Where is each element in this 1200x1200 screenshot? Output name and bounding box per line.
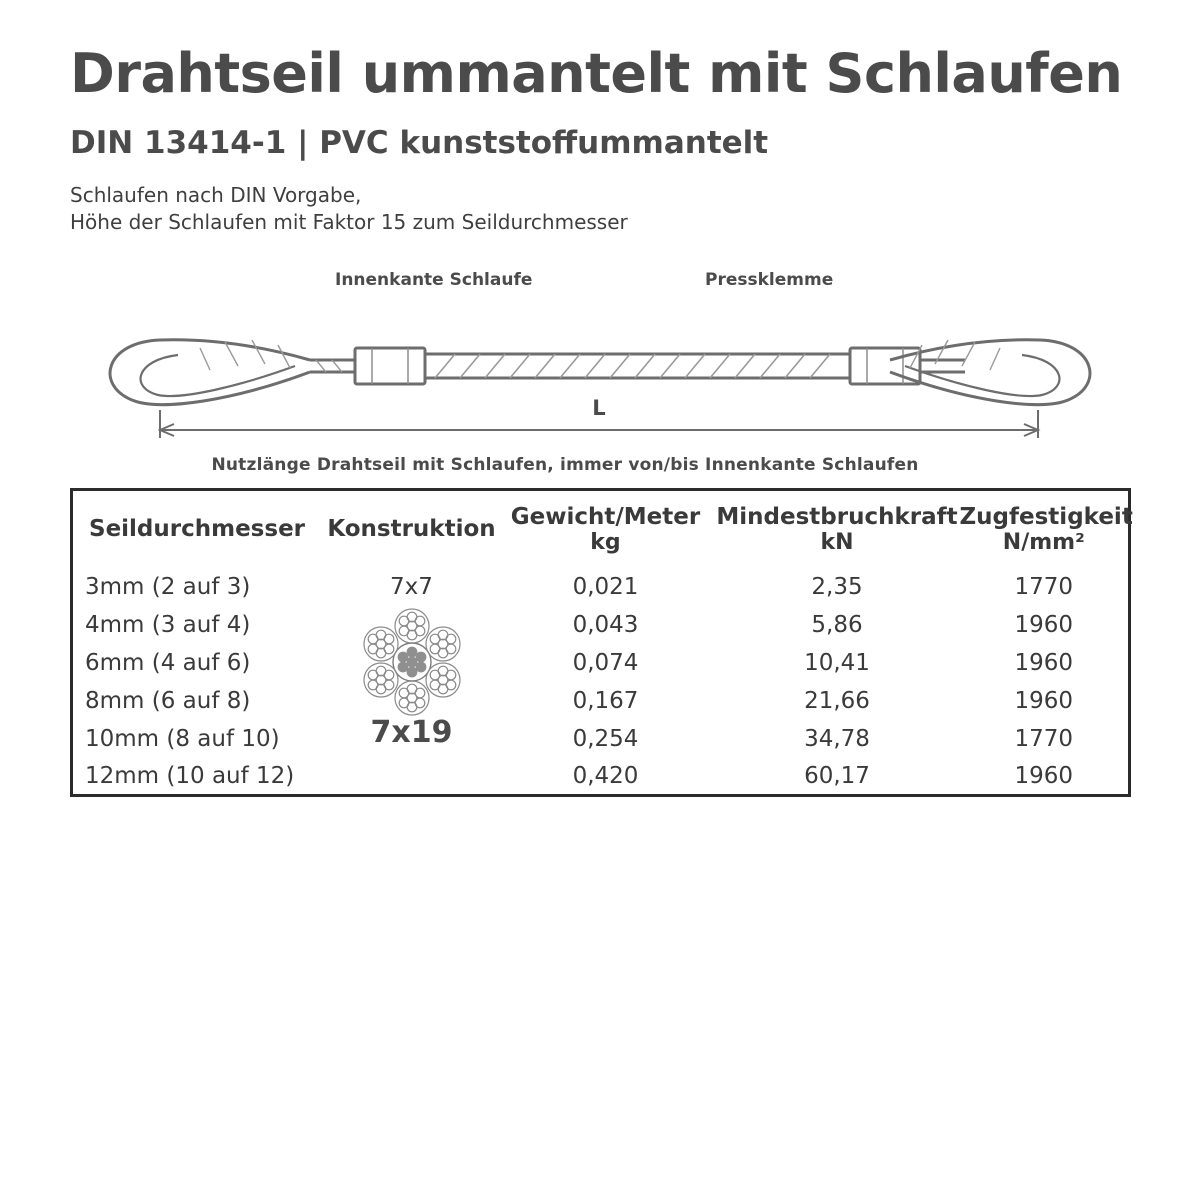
cell-konstruktion <box>327 568 497 796</box>
page-title: Drahtseil ummantelt mit Schlaufen <box>70 42 1123 105</box>
cell-weight: 0,420 <box>572 762 639 789</box>
cell-strength: 1960 <box>1014 611 1074 638</box>
label-pressklemme: Pressklemme <box>705 270 834 290</box>
cell-weight: 0,074 <box>572 649 639 676</box>
table-row <box>72 720 1130 758</box>
length-symbol-label: L <box>592 396 606 420</box>
cell-weight: 0,021 <box>572 573 639 600</box>
description-line-1: Schlaufen nach DIN Vorgabe, <box>70 183 362 207</box>
cell-strength: 1960 <box>1014 762 1074 789</box>
cell-diameter: 8mm (6 auf 8) <box>85 687 251 714</box>
column-header-zugfestigkeit <box>959 490 1133 568</box>
label-innenkante-schlaufe: Innenkante Schlaufe <box>335 270 533 290</box>
cell-weight: 0,254 <box>572 725 639 752</box>
cell-strength: 1960 <box>1014 649 1074 676</box>
column-header-konstruktion-main: Konstruktion <box>327 516 496 543</box>
cell-diameter: 6mm (4 auf 6) <box>85 649 251 676</box>
cell-weight: 0,043 <box>572 611 639 638</box>
rope-diagram-svg <box>60 250 1140 485</box>
cell-force: 2,35 <box>811 573 863 600</box>
construction-label-7x19: 7x19 <box>370 714 453 750</box>
description-line-2: Höhe der Schlaufen mit Faktor 15 zum Seildurchmesser <box>70 210 628 234</box>
rope-diagram <box>60 250 1140 480</box>
cell-strength: 1770 <box>1014 573 1074 600</box>
column-header-gewicht-unit: kg <box>590 529 621 555</box>
column-header-mindestbruchkraft-main: Mindestbruchkraft <box>716 503 958 530</box>
table-row <box>72 682 1130 720</box>
column-header-gewicht-main: Gewicht/Meter <box>510 503 701 530</box>
column-header-konstruktion <box>327 490 497 568</box>
spec-table-wrapper <box>70 488 1133 797</box>
cell-diameter: 10mm (8 auf 10) <box>85 725 280 752</box>
cell-weight: 0,167 <box>572 687 639 714</box>
table-row <box>72 606 1130 644</box>
table-header-row <box>72 490 1130 568</box>
table-row <box>72 568 1130 606</box>
table-row <box>72 758 1130 796</box>
column-header-seildurchmesser <box>72 490 327 568</box>
column-header-mindestbruchkraft-unit: kN <box>820 529 854 555</box>
spec-table <box>70 488 1131 797</box>
construction-label-7x7: 7x7 <box>390 573 433 600</box>
column-header-mindestbruchkraft <box>715 490 960 568</box>
cell-force: 21,66 <box>804 687 870 714</box>
cell-strength: 1960 <box>1014 687 1074 714</box>
cell-diameter: 4mm (3 auf 4) <box>85 611 251 638</box>
cell-force: 60,17 <box>804 762 870 789</box>
table-row <box>72 644 1130 682</box>
column-header-seildurchmesser-main: Seildurchmesser <box>89 516 306 543</box>
page-description <box>70 182 628 236</box>
column-header-gewicht <box>497 490 715 568</box>
diagram-caption: Nutzlänge Drahtseil mit Schlaufen, immer von/bis Innenkante Schlaufen <box>211 455 919 475</box>
cell-diameter: 3mm (2 auf 3) <box>85 573 251 600</box>
cell-force: 10,41 <box>804 649 870 676</box>
cell-force: 5,86 <box>811 611 863 638</box>
column-header-zugfestigkeit-unit: N/mm² <box>1002 529 1085 555</box>
page-subtitle: DIN 13414-1 | PVC kunststoffummantelt <box>70 125 769 161</box>
column-header-zugfestigkeit-main: Zugfestigkeit <box>959 503 1133 530</box>
cell-strength: 1770 <box>1014 725 1074 752</box>
cell-diameter: 12mm (10 auf 12) <box>85 762 295 789</box>
rope-cross-section-icon <box>337 608 487 716</box>
cell-force: 34,78 <box>804 725 870 752</box>
